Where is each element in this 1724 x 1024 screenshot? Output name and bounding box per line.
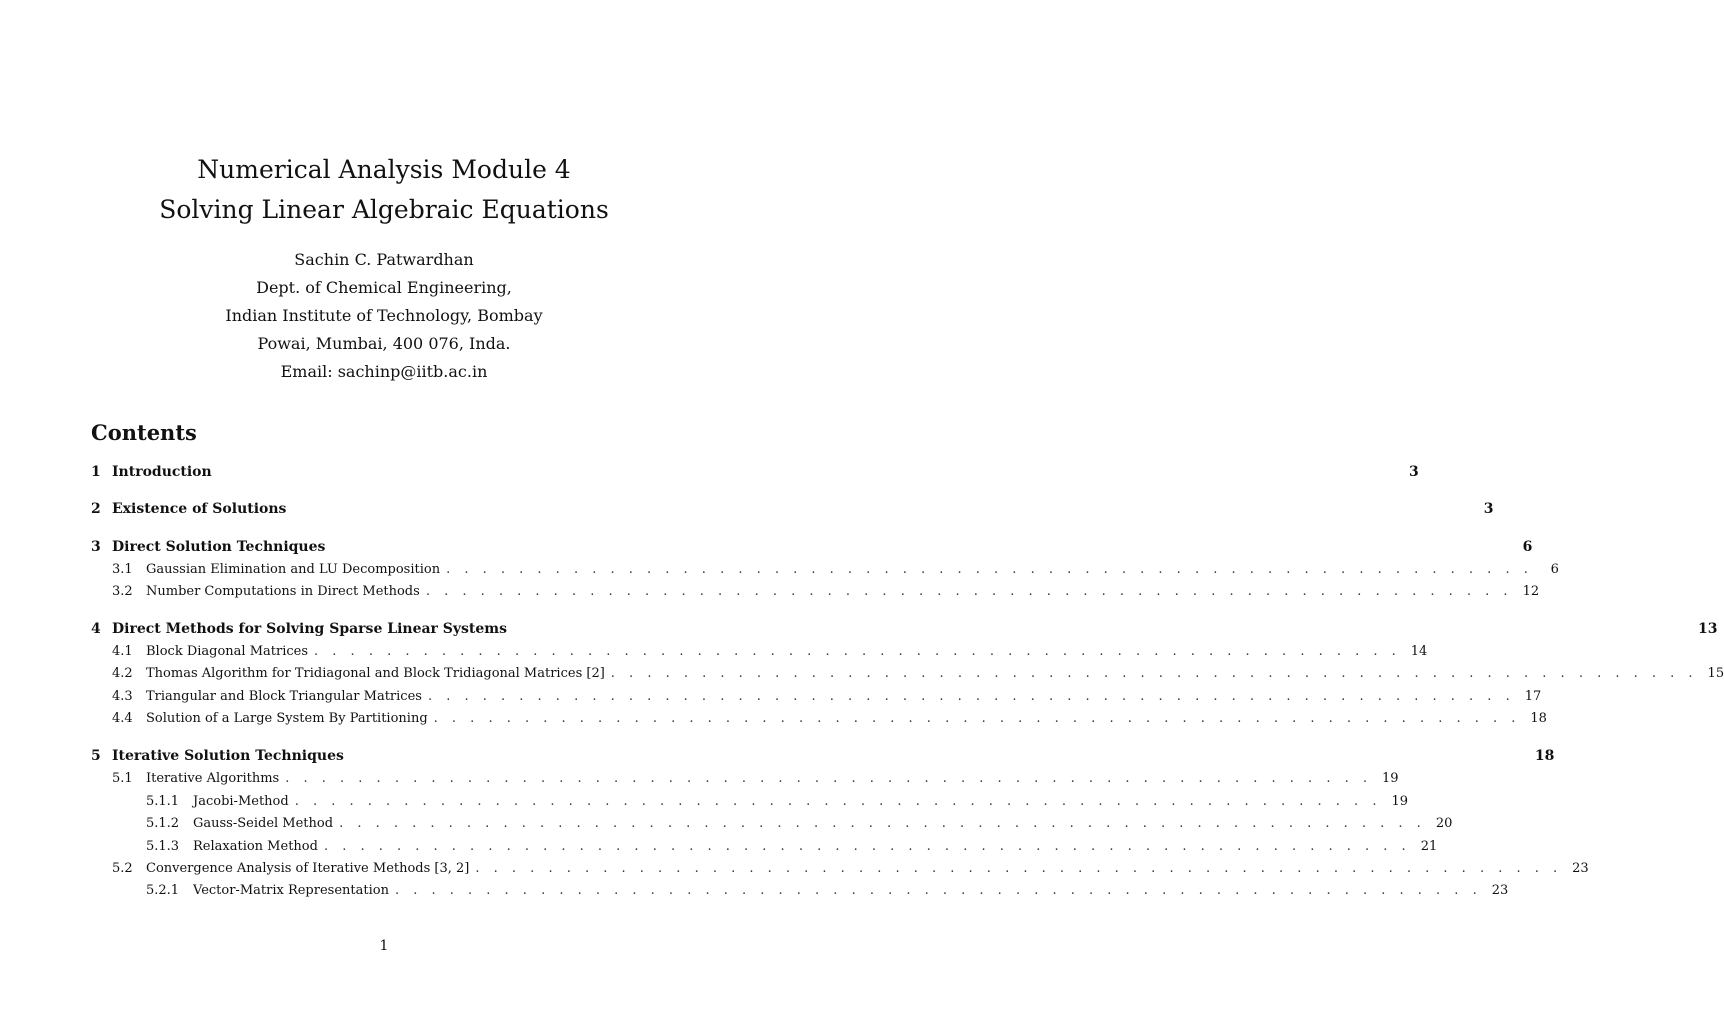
toc-entry-title: Gaussian Elimination and LU Decomposition — [146, 562, 441, 577]
toc-entry-title: Vector-Matrix Representation — [193, 883, 389, 898]
toc-entry-page: 14 — [1410, 644, 1428, 659]
toc-entry-number: 5.1.3 — [146, 839, 180, 854]
toc-entry-page: 19 — [1391, 794, 1408, 809]
toc-entry-title: Iterative Algorithms — [146, 771, 280, 786]
toc-entry[interactable] — [91, 584, 1540, 599]
toc-entry-page: 21 — [1420, 839, 1438, 854]
author-department: Dept. of Chemical Engineering, — [256, 278, 512, 297]
toc-dot-leader: . . . . . . . . . . . . . . . . . . . . . . . . . . . . . . . . . . . . . . . . . . . . . . . . . . . . . . . . . . . . — [475, 861, 1563, 876]
toc-entry-page: 12 — [1522, 584, 1540, 599]
toc-entry-number: 3 — [91, 539, 101, 555]
toc-entry[interactable] — [91, 562, 1559, 577]
toc-dot-leader: . . . . . . . . . . . . . . . . . . . . . . . . . . . . . . . . . . . . . . . . . . . . . . . . . . . . . . . . . . . . — [339, 816, 1426, 831]
toc-dot-leader: . . . . . . . . . . . . . . . . . . . . . . . . . . . . . . . . . . . . . . . . . . . . . . . . . . . . . . . . . . . . — [425, 584, 1513, 599]
toc-entry[interactable] — [91, 621, 1718, 637]
title-line-2: Solving Linear Algebraic Equations — [159, 195, 609, 224]
toc-entry-title: Convergence Analysis of Iterative Methods [3, 2] — [146, 861, 470, 876]
toc-entry-page: 19 — [1381, 771, 1399, 786]
toc-dot-leader: . . . . . . . . . . . . . . . . . . . . . . . . . . . . . . . . . . . . . . . . . . . . . . . . . . . . . . . . . . . . — [446, 562, 1533, 577]
author-address: Powai, Mumbai, 400 076, Inda. — [257, 334, 511, 353]
toc-entry[interactable] — [91, 666, 1724, 681]
toc-entry-number: 5.2.1 — [146, 883, 180, 898]
toc-entry-title: Relaxation Method — [193, 839, 318, 854]
toc-entry-number: 4.4 — [112, 711, 133, 726]
toc-entry-title: Introduction — [112, 464, 212, 480]
toc-entry-page: 23 — [1491, 883, 1509, 898]
toc-entry-page: 6 — [1550, 562, 1559, 577]
toc-entry-title: Triangular and Block Triangular Matrices — [146, 689, 422, 704]
toc-dot-leader: . . . . . . . . . . . . . . . . . . . . . . . . . . . . . . . . . . . . . . . . . . . . . . . . . . . . . . . . . . . . — [427, 689, 1515, 704]
toc-entry-page: 3 — [1408, 464, 1419, 480]
toc-entry-title: Iterative Solution Techniques — [112, 748, 344, 764]
toc-entry-page: 13 — [1698, 621, 1718, 637]
toc-entry-page: 17 — [1524, 689, 1542, 704]
contents-heading: Contents — [91, 420, 197, 445]
toc-entry[interactable] — [91, 816, 1453, 831]
toc-entry[interactable] — [91, 689, 1542, 704]
toc-entry[interactable] — [91, 861, 1589, 876]
title-line-1: Numerical Analysis Module 4 — [197, 155, 571, 184]
author-email: Email: sachinp@iitb.ac.in — [280, 362, 488, 381]
title-block — [0, 150, 768, 230]
toc-entry-page: 18 — [1530, 711, 1547, 726]
toc-entry-number: 2 — [91, 501, 101, 517]
toc-entry[interactable] — [91, 539, 1533, 555]
toc-dot-leader: . . . . . . . . . . . . . . . . . . . . . . . . . . . . . . . . . . . . . . . . . . . . . . . . . . . . . . . . . . . . — [323, 839, 1411, 854]
toc-entry-title: Gauss-Seidel Method — [193, 816, 334, 831]
toc-dot-leader: . . . . . . . . . . . . . . . . . . . . . . . . . . . . . . . . . . . . . . . . . . . . . . . . . . . . . . . . . . . . — [294, 794, 1382, 809]
toc-entry-title: Existence of Solutions — [112, 501, 287, 517]
author-name: Sachin C. Patwardhan — [294, 250, 474, 269]
toc-entry-page: 23 — [1572, 861, 1589, 876]
toc-entry-number: 5.1.1 — [146, 794, 180, 809]
toc-entry-number: 4.3 — [112, 689, 133, 704]
toc-entry[interactable] — [91, 771, 1399, 786]
toc-entry[interactable] — [91, 501, 1494, 517]
toc-entry[interactable] — [91, 794, 1408, 809]
toc-entry-number: 3.2 — [112, 584, 133, 599]
toc-entry[interactable] — [91, 839, 1438, 854]
toc-dot-leader: . . . . . . . . . . . . . . . . . . . . . . . . . . . . . . . . . . . . . . . . . . . . . . . . . . . . . . . . . . . . — [610, 666, 1698, 681]
toc-dot-leader: . . . . . . . . . . . . . . . . . . . . . . . . . . . . . . . . . . . . . . . . . . . . . . . . . . . . . . . . . . . . — [285, 771, 1372, 786]
toc-entry[interactable] — [91, 883, 1509, 898]
author-block — [0, 246, 768, 386]
toc-entry[interactable] — [91, 711, 1547, 726]
toc-entry[interactable] — [91, 464, 1419, 480]
toc-entry-page: 3 — [1483, 501, 1494, 517]
author-institute: Indian Institute of Technology, Bombay — [225, 306, 543, 325]
toc-entry-number: 3.1 — [112, 562, 133, 577]
toc-entry[interactable] — [91, 644, 1428, 659]
toc-entry-title: Direct Methods for Solving Sparse Linear Systems — [112, 621, 507, 637]
toc-entry-title: Number Computations in Direct Methods — [146, 584, 420, 599]
toc-entry-page: 18 — [1534, 748, 1555, 764]
toc-dot-leader: . . . . . . . . . . . . . . . . . . . . . . . . . . . . . . . . . . . . . . . . . . . . . . . . . . . . . . . . . . . . — [394, 883, 1482, 898]
toc-entry-number: 5.1.2 — [146, 816, 180, 831]
toc-entry-page: 15 — [1707, 666, 1724, 681]
toc-entry-title: Direct Solution Techniques — [112, 539, 326, 555]
toc-entry-title: Thomas Algorithm for Tridiagonal and Block Tridiagonal Matrices [2] — [146, 666, 605, 681]
toc-entry-title: Block Diagonal Matrices — [146, 644, 309, 659]
toc-entry-title: Solution of a Large System By Partitioning — [146, 711, 428, 726]
toc-dot-leader: . . . . . . . . . . . . . . . . . . . . . . . . . . . . . . . . . . . . . . . . . . . . . . . . . . . . . . . . . . . . — [314, 644, 1401, 659]
toc-entry[interactable] — [91, 748, 1555, 764]
toc-entry-page: 20 — [1435, 816, 1453, 831]
toc-entry-number: 1 — [91, 464, 101, 480]
toc-entry-page: 6 — [1522, 539, 1533, 555]
toc-entry-number: 5.1 — [112, 771, 133, 786]
toc-entry-title: Jacobi-Method — [193, 794, 289, 809]
toc-entry-number: 4.2 — [112, 666, 133, 681]
toc-entry-number: 5 — [91, 748, 101, 764]
page-number: 1 — [379, 938, 389, 954]
toc-dot-leader: . . . . . . . . . . . . . . . . . . . . . . . . . . . . . . . . . . . . . . . . . . . . . . . . . . . . . . . . . . . . — [433, 711, 1521, 726]
toc-entry-number: 4.1 — [112, 644, 133, 659]
toc-entry-number: 4 — [91, 621, 101, 637]
toc-entry-number: 5.2 — [112, 861, 133, 876]
